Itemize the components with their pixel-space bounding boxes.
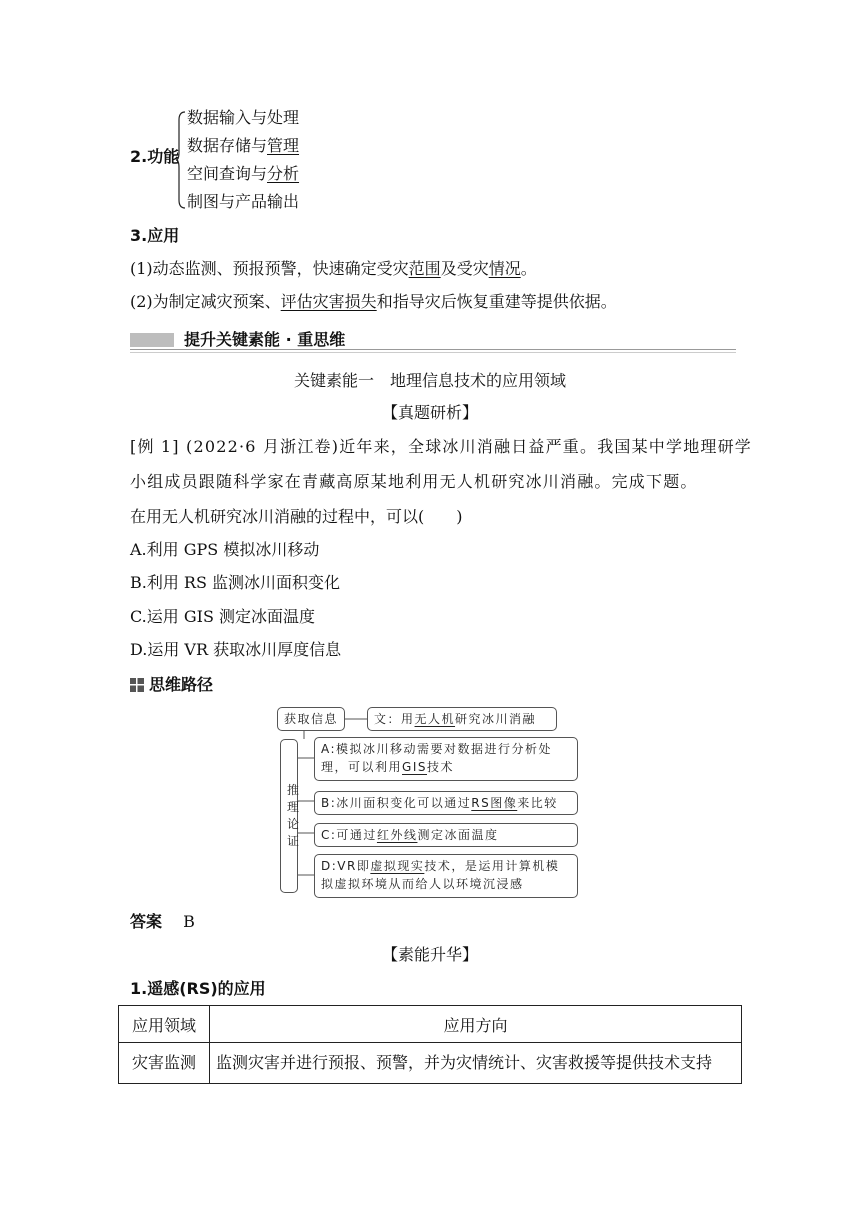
table-header-row <box>119 1006 742 1043</box>
get-info-box: 获取信息 <box>277 707 345 731</box>
option-c-box: C:可通过红外线测定冰面温度 <box>314 823 578 847</box>
option-b: B.利用 RS 监测冰川面积变化 <box>130 573 341 592</box>
option-c: C.运用 GIS 测定冰面温度 <box>130 607 315 626</box>
thinking-path-title: 思维路径 <box>149 675 214 694</box>
function-item-2: 数据存储与管理 <box>187 136 300 155</box>
function-item-1: 数据输入与处理 <box>187 108 300 127</box>
option-d-box: D:VR即虚拟现实技术，是运用计算机模 拟虚拟环境从而给人以环境沉浸感 <box>314 854 578 898</box>
upgrade-tag: 【素能升华】 <box>381 945 478 964</box>
option-a: A.利用 GPS 模拟冰川移动 <box>130 540 320 559</box>
section-banner-title: 提升关键素能 · 重思维 <box>184 330 346 349</box>
rs-application-table <box>118 1005 742 1084</box>
option-a-box: A:模拟冰川移动需要对数据进行分析处 理，可以利用GIS技术 <box>314 737 578 781</box>
reasoning-label-box: 推理论证 <box>280 739 298 893</box>
application-line-2: (2)为制定减灾预案、评估灾害损失和指导灾后恢复重建等提供依据。 <box>130 292 617 311</box>
answer: 答案 B <box>130 912 195 931</box>
example-line-2: 小组成员跟随科学家在青藏高原某地利用无人机研究冰川消融。完成下题。 <box>130 472 698 491</box>
function-item-4: 制图与产品输出 <box>187 192 300 211</box>
function-item-3: 空间查询与分析 <box>187 164 300 183</box>
table-header-cell: 应用领域 <box>119 1006 210 1043</box>
rs-application-heading: 1.遥感(RS)的应用 <box>130 979 266 998</box>
application-line-1: (1)动态监测、预报预警，快速确定受灾范围及受灾情况。 <box>130 259 537 278</box>
example-question: 在用无人机研究冰川消融的过程中，可以( ) <box>130 507 463 526</box>
subsection-title: 关键素能一 地理信息技术的应用领域 <box>293 371 566 390</box>
section-2-label: 2.功能 <box>130 147 180 166</box>
table-header-cell: 应用方向 <box>210 1006 742 1043</box>
subsection-tag: 【真题研析】 <box>381 403 478 422</box>
table-row <box>119 1043 742 1084</box>
section-3-label: 3.应用 <box>130 226 180 245</box>
table-cell-field: 灾害监测 <box>119 1043 210 1084</box>
option-b-box: B:冰川面积变化可以通过RS图像来比较 <box>314 791 578 815</box>
option-d: D.运用 VR 获取冰川厚度信息 <box>130 640 342 659</box>
example-line-1: [例 1] (2022·6 月浙江卷)近年来，全球冰川消融日益严重。我国某中学地理研学 <box>130 437 752 456</box>
info-text-box: 文：用无人机研究冰川消融 <box>367 707 557 731</box>
table-cell-direction: 监测灾害并进行预报、预警，并为灾情统计、灾害救援等提供技术支持 <box>210 1043 742 1084</box>
